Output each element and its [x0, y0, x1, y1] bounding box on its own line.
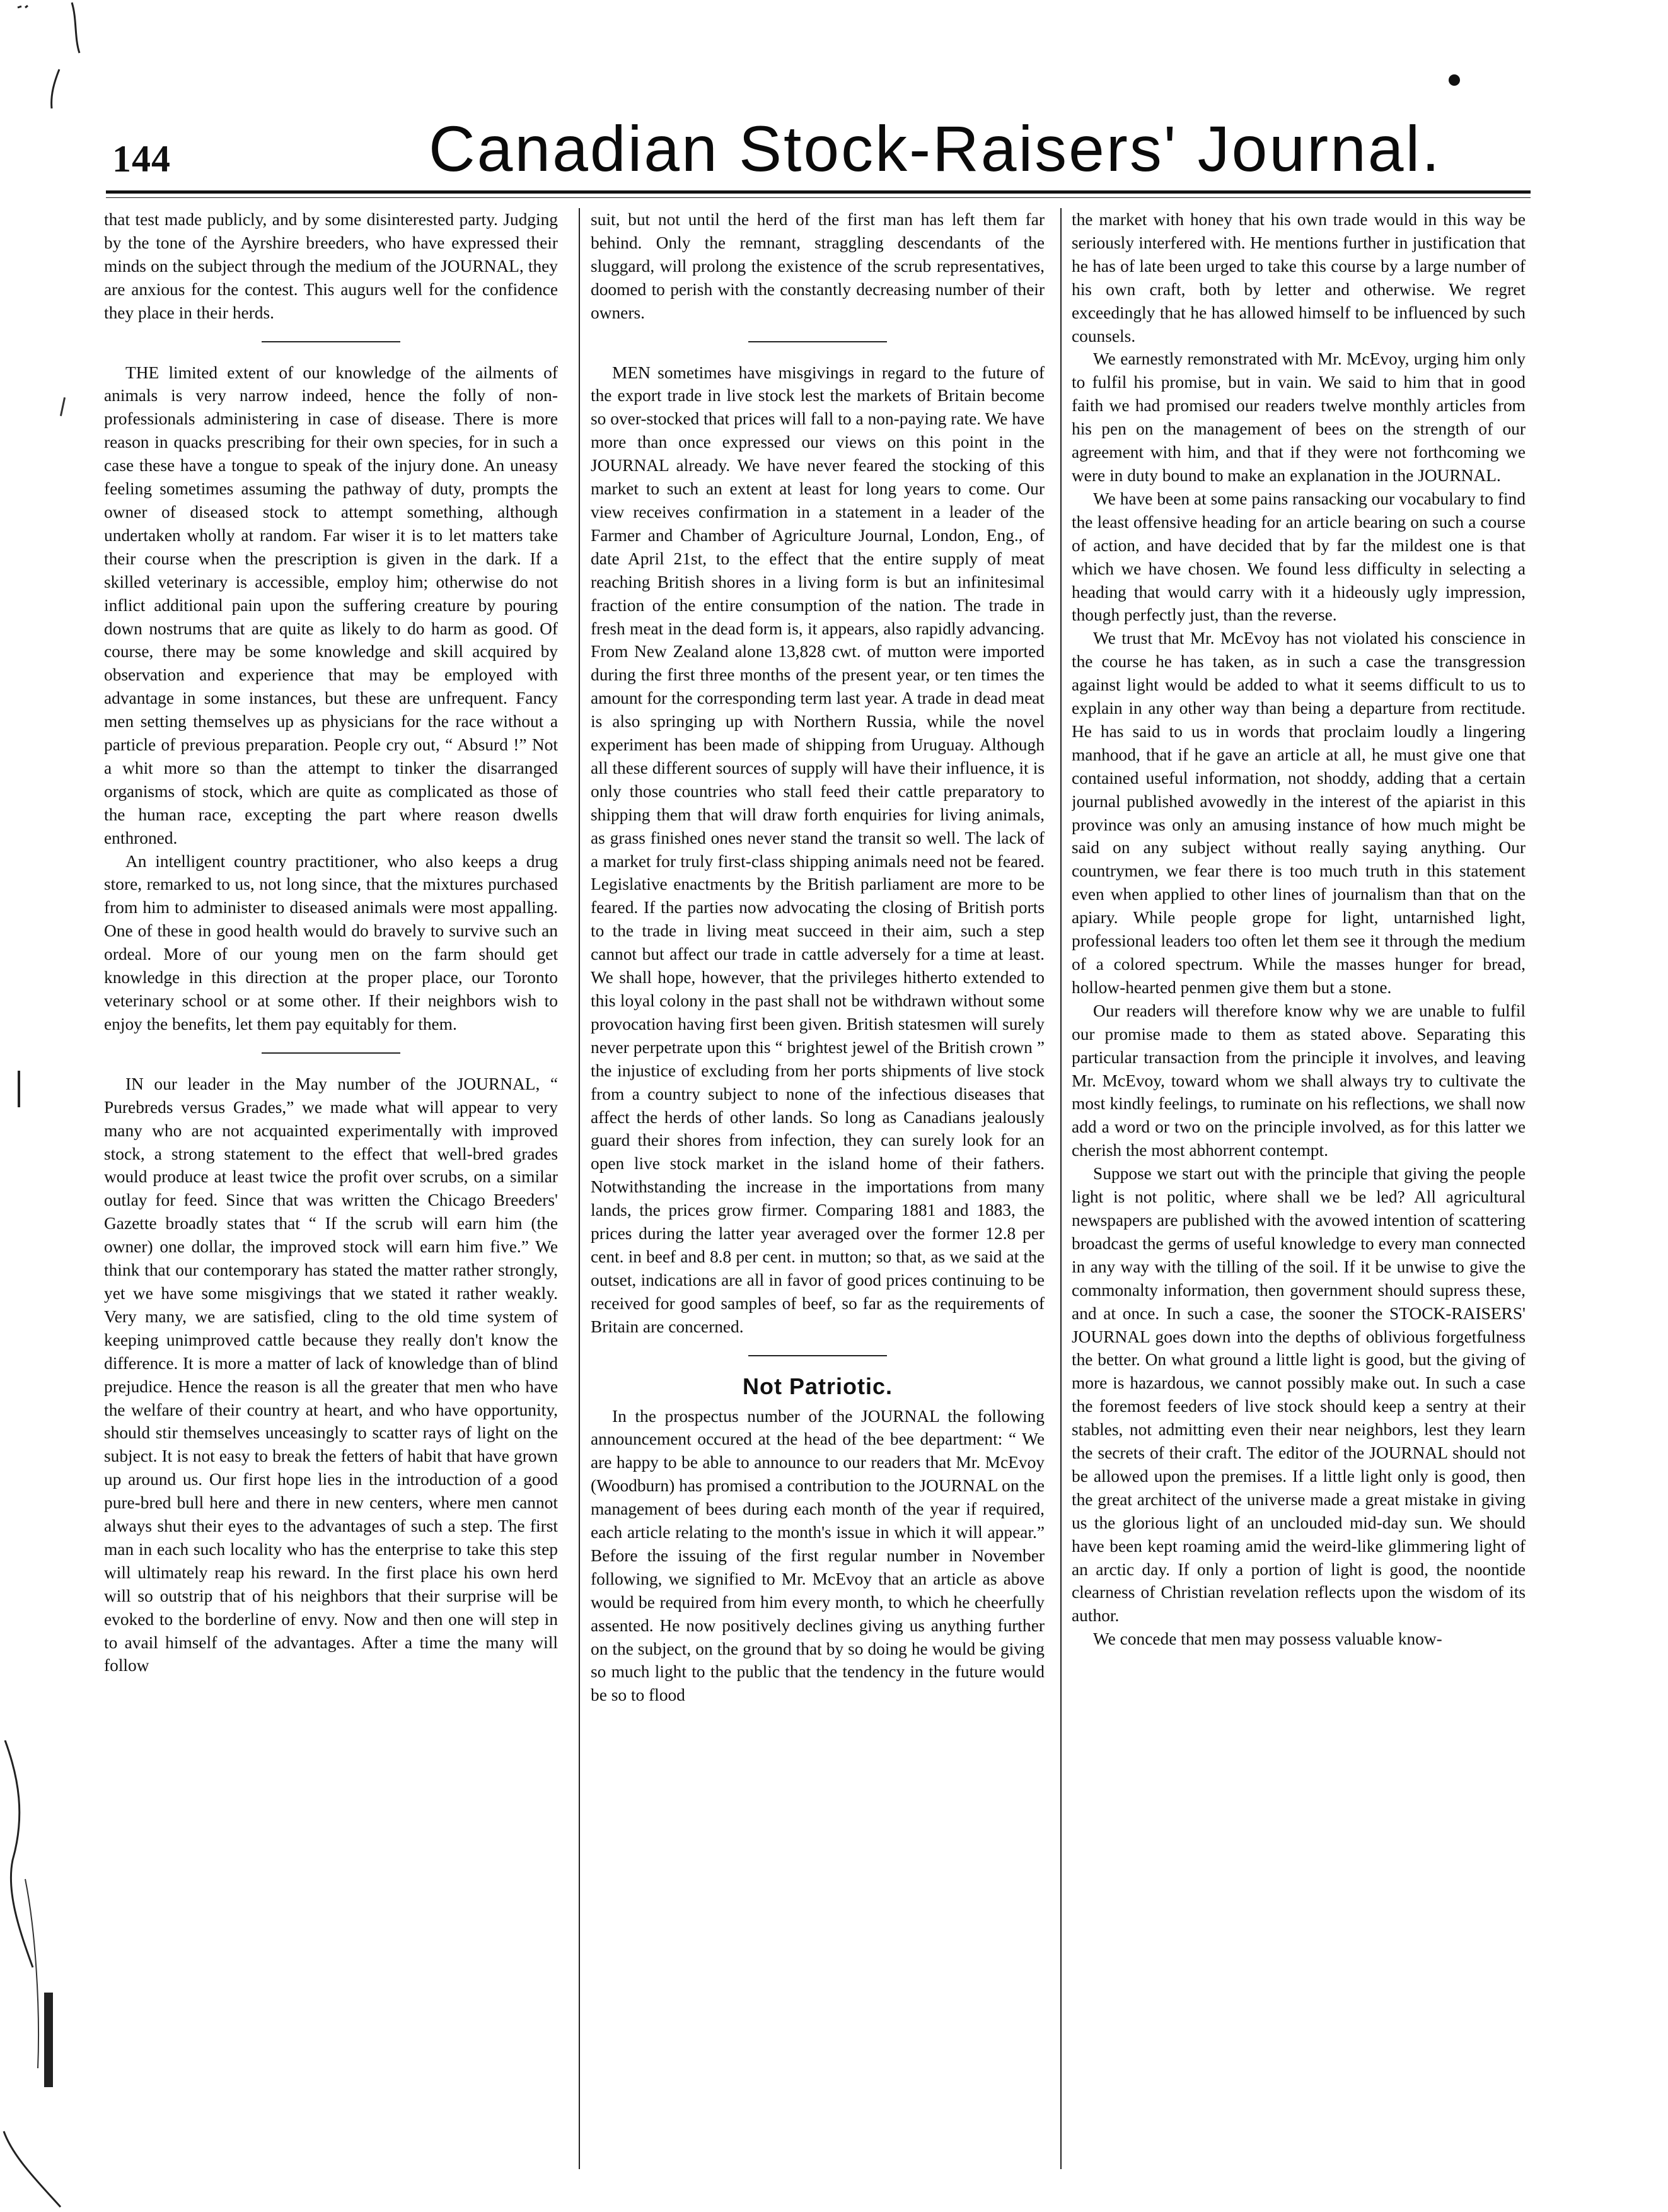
column-1	[104, 208, 558, 2169]
margin-mark	[18, 1071, 20, 1107]
paragraph: that test made publicly, and by some disinterested party. Judging by the tone of the Ayrshire breeders, who have expressed their minds on the subject through the medium of the JOURNAL, they are anxious for the contest. This augurs well for the confidence they place in their herds.	[104, 210, 558, 322]
header-rule	[106, 190, 1531, 198]
paragraph: suit, but not until the herd of the first man has left them far behind. Only the remnant, straggling descendants of the sluggard, will prolong the existence of the scrub representatives, doomed to perish with the constantly decreasing number of their owners.	[591, 210, 1045, 322]
paragraph: We concede that men may possess valuable know-	[1093, 1629, 1442, 1649]
column-divider	[579, 208, 580, 2169]
section-separator	[262, 341, 400, 342]
paragraph: We trust that Mr. McEvoy has not violated his conscience in the course he has taken, as in such a case the transgression against light would be added to what it seems difficult to us to explain in any other way than being a departure from rectitude. He has said to us in words that proclaim loudly a lingering manhood, that if he gave an article at all, he must give one that contained useful information, not shoddy, adding that a certain journal published avowedly in the interest of the apiarist in this province was only an amusing instance of how much might be said on any subject without really saying anything. Our countrymen, we fear there is too much truth in this statement even when applied to other lines of journalism than that on the apiary. While people grope for light, untarnished light, professional leaders too often let them see it through the medium of a colored spectrum. While the masses hunger for bread, hollow-hearted penmen give them but a stone.	[1072, 629, 1526, 997]
column-divider	[1060, 208, 1062, 2169]
ink-dot	[1449, 74, 1460, 86]
paragraph: IN our leader in the May number of the JOURNAL, “ Purebreds versus Grades,” we made what will appear to very many who are not acquainted experimentally with improved stock, a strong statement to the effect that well-bred grades would produce at least twice the profit over scrubs, on a similar outlay for feed. Since that was written the Chicago Breeders' Gazette broadly states that “ If the scrub will earn him (the owner) one dollar, the improved stock will earn him five.” We think that our contemporary has stated the matter rather strongly, yet we have some misgivings that we stated it rather weakly. Very many, we are satisfied, cling to the old time system of keeping unimproved cattle because they really don't know the difference. It is more a matter of lack of knowledge than of blind prejudice. Hence the reason is all the greater that men who have the welfare of their country at heart, and who have opportunity, should stir themselves unceasingly to scatter rays of light on the subject. It is not easy to break the fetters of habit that have grown up around us. Our first hope lies in the introduction of a good pure-bred bull here and there in new centers, where men cannot always shut their eyes to the advantages of such a step. The first man in each such locality who has the enterprise to take this step will ultimately reap his reward. In the first place his own herd will so outstrip that of his neighbors that their surprise will be evoked to the borderline of envy. Now and then one will step in to avail himself of the advantages. After a time the many will follow	[104, 1074, 558, 1675]
masthead-title: Canadian Stock-Raisers' Journal.	[429, 113, 1442, 185]
column-3	[1072, 208, 1526, 2169]
column-2	[591, 208, 1045, 2169]
torn-edge-marks	[0, 1740, 76, 2209]
paragraph: We have been at some pains ransacking our vocabulary to find the least offensive heading for an article bearing on such a course of action, and have decided that by far the mildest one is that which we have chosen. We found less difficulty in selecting a heading that would carry with it a hideously ugly impression, though perfectly just, than the reverse.	[1072, 489, 1526, 625]
paragraph: Our readers will therefore know why we are unable to fulfil our promise made to them as stated above. Separating this particular transaction from the principle it involves, and leaving Mr. McEvoy, toward whom we shall always try to cultivate the most kindly feelings, to ruminate on his reflections, we shall now add a word or two on the principle involved, as for this latter we cherish the most abhorrent contempt.	[1072, 1001, 1526, 1160]
paragraph: the market with honey that his own trade would in this way be seriously interfered with. He mentions further in justification that he has of late been urged to take this course by a large number of his own craft, both by letter and otherwise. We regret exceedingly that he has allowed himself to be influenced by such counsels.	[1072, 210, 1526, 346]
section-separator	[262, 1052, 400, 1054]
page-corner-marks	[14, 0, 90, 126]
section-separator	[748, 1355, 887, 1356]
paragraph: An intelligent country practitioner, who also keeps a drug store, remarked to us, not long since, that the mixtures purchased from him to administer to diseased animals were most appalling. One of these in good health would do bravely to survive such an ordeal. More of our young men on the farm should get knowledge in this direction at the proper place, our Toronto veterinary school or at some other. If their neighbors wish to enjoy the benefits, let them pay equitably for them.	[104, 851, 558, 1033]
paragraph: In the prospectus number of the JOURNAL the following announcement occured at the head of the bee department: “ We are happy to be able to announce to our readers that Mr. McEvoy (Woodburn) has promised a contribution to the JOURNAL on the management of bees during each month of the year if required, each article relating to the month's issue in which it will appear.” Before the issuing of the first regular number in November following, we signified to Mr. McEvoy that an article as above would be required from him every month, to which he cheerfully assented. He now positively declines giving us anything further on the subject, on the ground that by so doing he would be giving so much light to the public that the tendency in the future would be so to flood	[591, 1406, 1045, 1705]
paragraph: THE limited extent of our knowledge of the ailments of animals is very narrow indeed, hence the folly of non-professionals administering in case of disease. There is more reason in quacks prescribing for their own species, for in such a case these have a tongue to speak of the injury done. An uneasy feeling sometimes assuming the pathway of duty, prompts the owner of diseased stock to attempt something, although undertaken wholly at random. Far wiser it is to let matters take their course when the prescription is given in the dark. If a skilled veterinary is accessible, employ him; otherwise do not inflict additional pain upon the suffering creature by pouring down nostrums that are quite as likely to do harm as good. Of course, there may be some knowledge and skill acquired by observation and experience that may be employed with advantage in some instances, but these are unfrequent. Fancy men setting themselves up as physicians for the race without a particle of previous preparation. People cry out, “ Absurd !” Not a whit more so than the attempt to tinker the disarranged organisms of stock, which are quite as complicated as those of the human race, excepting the part where reason dwells enthroned.	[104, 363, 558, 847]
page-number: 144	[112, 138, 171, 180]
paragraph: We earnestly remonstrated with Mr. McEvoy, urging him only to fulfil his promise, but in vain. We said to him that in good faith we had promised our readers twelve monthly articles from his pen on the management of bees on the strength of our agreement with him, and that if they were not forthcoming we were in duty bound to make an explanation in the JOURNAL.	[1072, 349, 1526, 485]
margin-mark	[60, 397, 66, 416]
paragraph: Suppose we start out with the principle that giving the people light is not politic, where shall we be led? All agricultural newspapers are published with the avowed intention of scattering broadcast the germs of useful knowledge to every man connected in any way with the tilling of the soil. If it be unwise to give the commonalty information, then government should supress these, and at once. In such a case, the sooner the STOCK-RAISERS' JOURNAL goes down into the depths of oblivious forgetfulness the better. On what ground a little light is good, but the giving of more is hazardous, we cannot possibly make out. In such a case the foremost feeders of live stock should keep a sentry at their stables, not admitting even their near neighbors, lest they learn the secrets of their craft. The editor of the JOURNAL should not be allowed upon the premises. If a little light only is good, then the great architect of the universe made a great mistake in giving us the glorious light of an unclouded mid-day sun. We should have been kept roaming amid the weird-like glimmering light of an arctic day. If only a portion of light is good, the noontide clearness of Christian revelation reflects upon the wisdom of its author.	[1072, 1164, 1526, 1626]
section-separator	[748, 341, 887, 342]
article-heading: Not Patriotic.	[742, 1373, 893, 1399]
paragraph: MEN sometimes have misgivings in regard to the future of the export trade in live stock lest the markets of Britain become so over-stocked that prices will fall to a non-paying rate. We have more than once expressed our views on this point in the JOURNAL already. We have never feared the stocking of this market to such an extent at least for long years to come. Our view receives confirmation in a statement in a leader of the Farmer and Chamber of Agriculture Journal, London, Eng., of date April 21st, to the effect that the entire supply of meat reaching British shores in a living form is but an infinitesimal fraction of the entire consumption of the nation. The trade in fresh meat in the dead form is, it appears, also rapidly advancing. From New Zealand alone 13,828 cwt. of mutton were imported during the first three months of the present year, or ten times the amount for the corresponding term last year. A trade in dead meat is also springing up with Northern Russia, while the novel experiment has been made of shipping from Uruguay. Although all these different sources of supply will have their influence, it is only those countries who stall feed their cattle preparatory to shipping them that will draw forth enquiries for living animals, as grass finished ones never stand the transit so well. The lack of a market for truly first-class shipping animals need not be feared. Legislative enactments by the British parliament are more to be feared. If the parties now advocating the closing of British ports to the trade in living meat succeed in their aim, such a step cannot but affect our trade in cattle adversely for a time at least. We shall hope, however, that the privileges hitherto extended to this loyal colony in the past shall not be withdrawn without some provocation having first been given. British statesmen will surely never perpetrate upon this “ brightest jewel of the British crown ” the injustice of excluding from her ports shipments of live stock from a country subject to none of the infectious diseases that affect the herds of other lands. So long as Canadians jealously guard their shores from infection, they can surely look for an open live stock market in the island home of their fathers. Notwithstanding the increase in the importations from many lands, the prices grow firmer. Comparing 1881 and 1883, the prices during the latter year averaged over the former 12.8 per cent. in beef and 8.8 per cent. in mutton; so that, as we said at the outset, indications are all in favor of good prices continuing to be received for good samples of beef, so far as the requirements of Britain are concerned.	[591, 363, 1045, 1336]
